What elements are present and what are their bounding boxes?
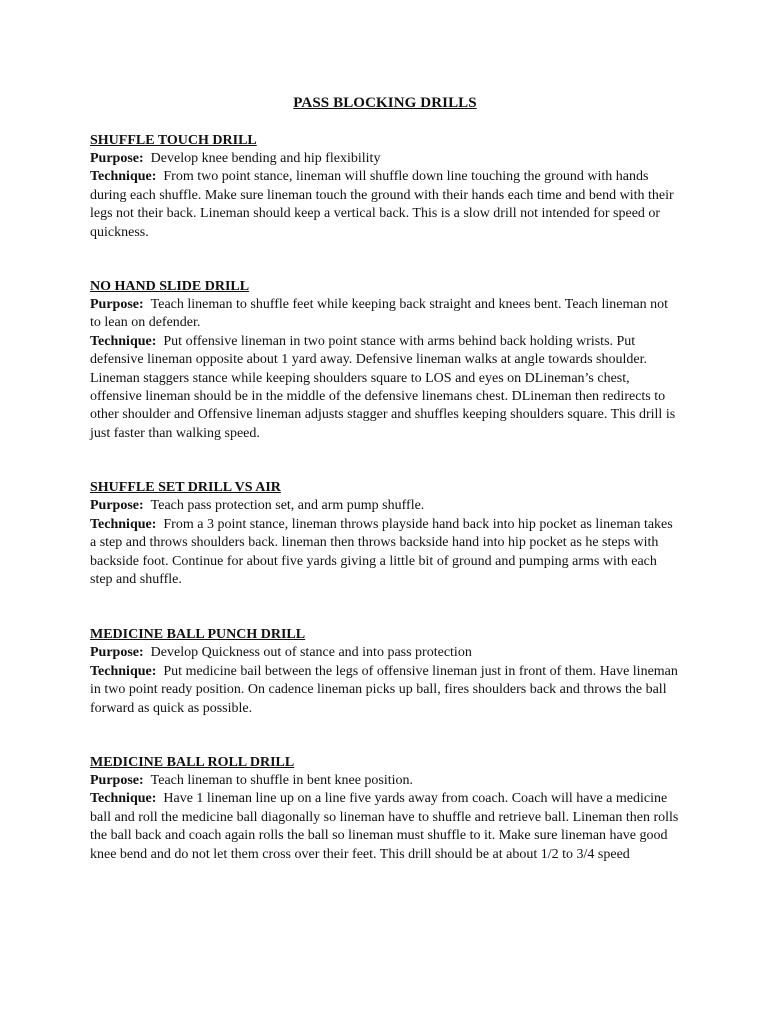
drill-heading: NO HAND SLIDE DRILL (90, 279, 250, 295)
technique-label: Technique: (90, 333, 157, 349)
purpose-text: Develop knee bending and hip flexibility (150, 151, 381, 166)
purpose-paragraph (90, 150, 680, 168)
purpose-label: Purpose: (90, 498, 144, 514)
technique-paragraph (90, 663, 680, 718)
technique-label: Technique: (90, 663, 157, 679)
technique-text: From a 3 point stance, lineman throws playside hand back into hip pocket as lineman takes a step and throws shoulders back. lineman then throws backside hand into hip pocket as he steps with backside foot. Continue for about five yards giving a little bit of ground and pumping arms with each step and shuffle. (90, 516, 673, 587)
drill-medicine-ball-roll (90, 754, 680, 864)
technique-label: Technique: (90, 791, 157, 807)
purpose-label: Purpose: (90, 772, 144, 788)
purpose-text: Develop Quickness out of stance and into pass protection (150, 645, 472, 661)
purpose-text: Teach pass protection set, and arm pump shuffle. (150, 498, 425, 514)
purpose-label: Purpose: (90, 645, 144, 661)
drill-heading: MEDICINE BALL PUNCH DRILL (90, 627, 306, 643)
purpose-text: Teach lineman to shuffle feet while keeping back straight and knees bent. Teach lineman not to lean on defender. (90, 297, 668, 331)
document-title: PASS BLOCKING DRILLS (293, 95, 477, 111)
drill-heading: SHUFFLE SET DRILL VS AIR (90, 480, 281, 496)
technique-text: Have 1 lineman line up on a line five yards away from coach. Coach will have a medicine ball and roll the medicine ball diagonally so lineman have to shuffle and retrieve ball. Lineman then rolls the ball back and coach again rolls the ball so lineman must shuffle to it. Make sure lineman have good knee bend and do not let them cross over their feet. This drill should be at about 1/2 to 3/4 speed (90, 791, 679, 862)
technique-paragraph (90, 333, 680, 443)
purpose-paragraph (90, 296, 680, 333)
technique-text: From two point stance, lineman will shuffle down line touching the ground with hands during each shuffle. Make sure lineman touch the ground with their hands each time and bend with their legs not their back. Lineman should keep a vertical back. This is a slow drill not intended for speed or quickness. (90, 169, 674, 240)
purpose-paragraph (90, 497, 680, 515)
drill-no-hand-slide (90, 278, 680, 443)
technique-paragraph (90, 790, 680, 864)
technique-label: Technique: (90, 516, 157, 532)
purpose-paragraph (90, 772, 680, 790)
drill-heading: SHUFFLE TOUCH DRILL (90, 133, 257, 148)
purpose-label: Purpose: (90, 151, 144, 166)
drill-medicine-ball-punch (90, 626, 680, 718)
drill-shuffle-set-vs-air (90, 479, 680, 589)
drill-heading: MEDICINE BALL ROLL DRILL (90, 754, 295, 770)
technique-label: Technique: (90, 169, 157, 185)
document-page (90, 94, 680, 864)
technique-paragraph (90, 168, 680, 242)
purpose-text: Teach lineman to shuffle in bent knee position. (150, 772, 414, 788)
technique-paragraph (90, 516, 680, 590)
drill-shuffle-touch (90, 132, 680, 242)
technique-text: Put medicine bail between the legs of offensive lineman just in front of them. Have lineman in two point ready position. On cadence lineman picks up ball, fires shoulders back and throws the ball forward as quick as possible. (90, 663, 678, 716)
technique-text: Put offensive lineman in two point stance with arms behind back holding wrists. Put defensive lineman opposite about 1 yard away. Defensive lineman walks at angle towards shoulder. Lineman staggers stance while keeping shoulders square to LOS and eyes on DLineman’s chest, offensive lineman should be in the middle of the defensive linemans chest. DLineman then redirects to other shoulder and Offensive lineman adjusts stagger and shuffles keeping shoulders square. This drill is just faster than walking speed. (90, 333, 676, 441)
purpose-label: Purpose: (90, 297, 144, 313)
purpose-paragraph (90, 644, 680, 662)
